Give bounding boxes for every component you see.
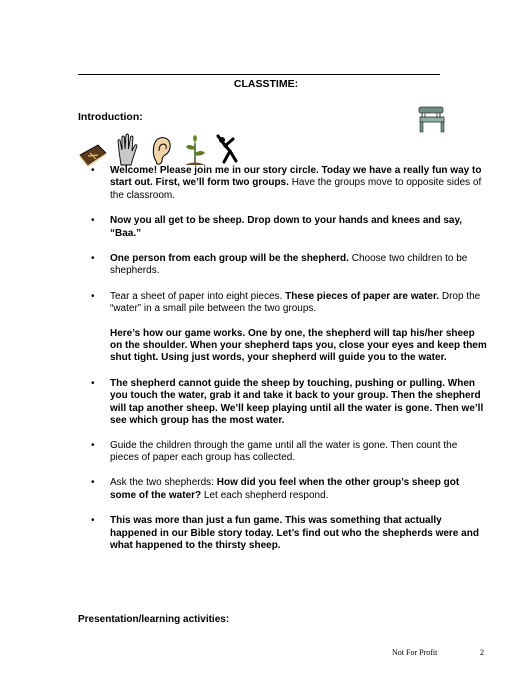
ear-icon — [146, 131, 176, 169]
bullet-icon: • — [91, 253, 95, 265]
bullet-icon: • — [91, 290, 95, 302]
activity-list — [88, 165, 488, 552]
list-item — [88, 165, 488, 202]
list-item — [88, 477, 488, 502]
bullet-icon: • — [91, 215, 95, 227]
list-item-text: Guide the children through the game until all the water is gone. Then count the pieces of paper each group has collected. — [110, 439, 458, 463]
introduction-heading: Introduction: — [78, 111, 143, 123]
bible-icon — [78, 131, 108, 169]
list-item-text: Now you all get to be sheep. Drop down to your hands and knees and say, “Baa.” — [110, 215, 463, 239]
list-item — [88, 291, 488, 316]
list-item-text: These pieces of paper are water. — [285, 290, 442, 302]
list-item-text: Ask the two shepherds: — [110, 477, 217, 489]
list-item-text: The shepherd cannot guide the sheep by touching, pushing or pulling. When you touch the water, grab it and take it back to your group. Then the shepherd will tap another sheep. We’ll keep playing until all the water is gone. Then we’ll see which group has the most water. — [110, 377, 484, 427]
list-item-text: How did you feel when the other group’s sheep got some of the water? — [110, 477, 460, 501]
page-number: 2 — [480, 648, 484, 657]
title-rule — [78, 74, 440, 75]
sense-icons-row — [78, 127, 244, 169]
plant-icon — [180, 131, 210, 169]
bullet-icon: • — [91, 165, 95, 176]
list-item — [88, 253, 488, 278]
bullet-icon: • — [91, 377, 95, 389]
list-item-text: Drop the “water” in a small pile between the two groups. — [110, 290, 481, 315]
list-item — [88, 378, 488, 428]
list-item-text: Let each shepherd respond. — [203, 489, 329, 501]
list-item-text: Have the groups move to opposite sides of the classroom. — [110, 177, 482, 201]
chair-icon — [416, 104, 448, 134]
footer-text: Not For Profit — [392, 648, 438, 657]
list-item — [88, 515, 488, 552]
list-item-text: Here’s how our game works. One by one, the shepherd will tap his/her sheep on the shoulder. When your shepherd taps you, close your eyes and keep them shut tight. Using just words, your shepherd will guide you to the water. — [110, 327, 487, 364]
bullet-icon: • — [91, 477, 95, 489]
list-item-text: Choose two children to be shepherds. — [110, 253, 468, 277]
hand-icon — [112, 131, 142, 169]
stretching-person-icon — [214, 131, 244, 169]
presentation-heading: Presentation/learning activities: — [78, 614, 230, 625]
page-title: CLASSTIME: — [233, 78, 299, 90]
bullet-icon: • — [91, 515, 95, 527]
list-item-text: Welcome! Please join me in our story circle. Today we have a really fun way to start out. First, we’ll form two groups. — [110, 165, 482, 189]
list-item-text: This was more than just a fun game. This was something that actually happened in our Bible story today. Let’s find out who the shepherds were and what happened to the thirsty sheep. — [110, 515, 479, 551]
list-item-text: One person from each group will be the shepherd. — [110, 253, 352, 265]
list-item — [88, 328, 488, 365]
list-item-text: Tear a sheet of paper into eight pieces. — [110, 290, 286, 302]
list-item — [88, 440, 488, 465]
bullet-icon: • — [91, 439, 95, 451]
list-item — [88, 215, 488, 240]
